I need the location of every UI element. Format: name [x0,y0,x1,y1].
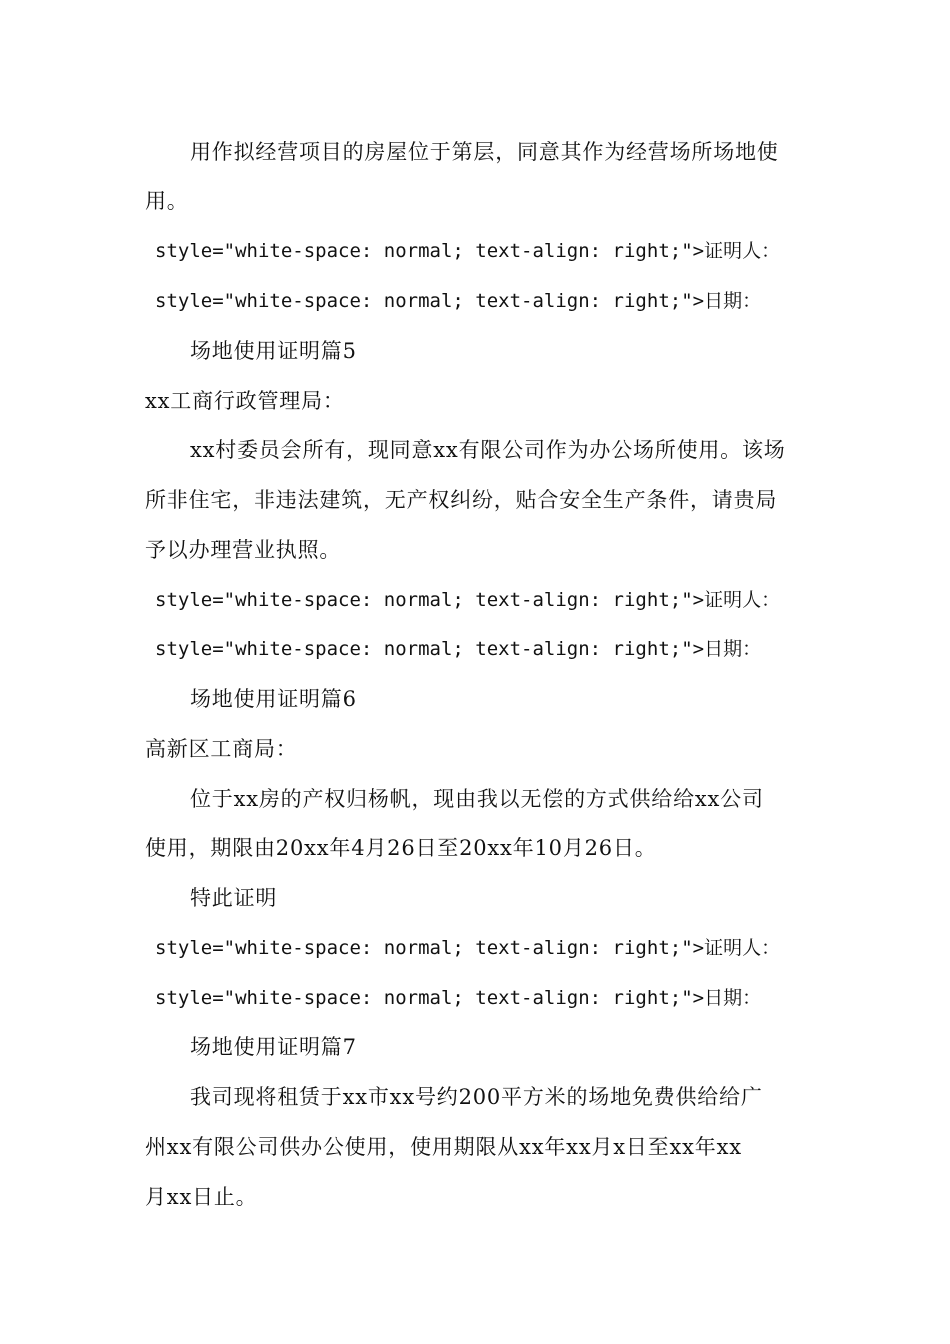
addressee-line: xx工商行政管理局： [145,389,345,413]
paragraph-line: 州xx有限公司供办公使用，使用期限从xx年xx月x日至xx年xx [145,1135,742,1159]
paragraph-line: 所非住宅，非违法建筑，无产权纠纷，贴合安全生产条件，请贵局 [145,488,778,512]
date-line: style="white-space: normal; text-align: right;">日期： [155,638,762,660]
signature-line: style="white-space: normal; text-align: right;">证明人： [155,589,781,611]
section-heading: 场地使用证明篇7 [190,1035,357,1059]
date-line: style="white-space: normal; text-align: right;">日期： [155,987,762,1009]
section-heading: 场地使用证明篇6 [190,687,357,711]
paragraph-line: 用作拟经营项目的房屋位于第层，同意其作为经营场所场地使 [190,140,779,164]
date-line: style="white-space: normal; text-align: right;">日期： [155,290,762,312]
paragraph-line: 特此证明 [190,886,278,910]
paragraph-line: 使用，期限由20xx年4月26日至20xx年10月26日。 [145,836,657,860]
signature-line: style="white-space: normal; text-align: right;">证明人： [155,937,781,959]
paragraph-line: 用。 [145,189,189,213]
paragraph-line: 位于xx房的产权归杨帆，现由我以无偿的方式供给给xx公司 [190,787,764,811]
paragraph-line: xx村委员会所有，现同意xx有限公司作为办公场所使用。该场 [190,438,786,462]
paragraph-line: 我司现将租赁于xx市xx号约200平方米的场地免费供给给广 [190,1085,763,1109]
signature-line: style="white-space: normal; text-align: right;">证明人： [155,240,781,262]
addressee-line: 高新区工商局： [145,737,298,761]
paragraph-line: 月xx日止。 [145,1185,258,1209]
paragraph-line: 予以办理营业执照。 [145,538,342,562]
section-heading: 场地使用证明篇5 [190,339,357,363]
